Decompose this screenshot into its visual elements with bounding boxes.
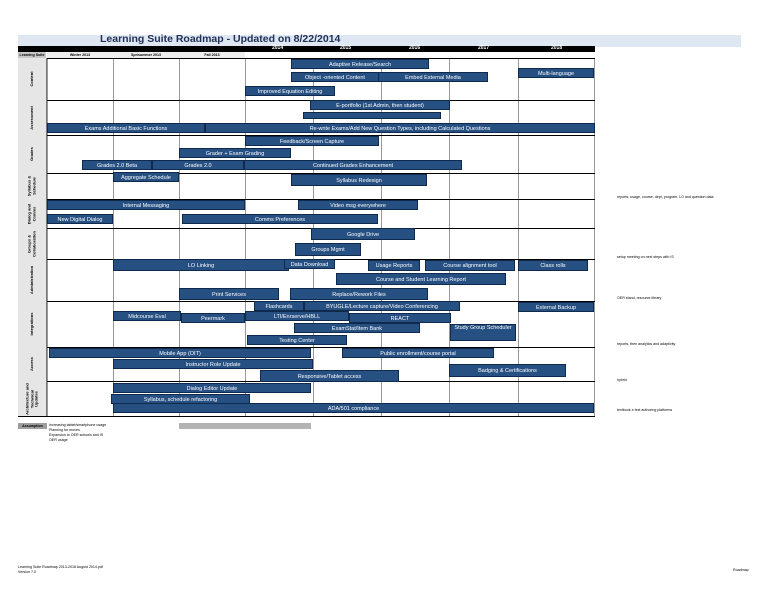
roadmap-bar: Mobile App (OIT) xyxy=(49,348,311,358)
roadmap-bar: Multi-language xyxy=(518,68,594,78)
roadmap-bar: Adaptive Release/Search xyxy=(291,59,429,69)
year-label: 2016 xyxy=(409,45,421,51)
roadmap-bar: Flashcards xyxy=(254,301,304,311)
year-label: 2017 xyxy=(478,45,490,51)
assumption-item: OER usage xyxy=(49,438,68,442)
category-groups-collaboration: Groups & Collaboration xyxy=(18,228,47,259)
year-label: 2015 xyxy=(340,45,352,51)
roadmap-bar: Object -oriented Content xyxy=(291,72,379,82)
roadmap-bar: LTI/Enrserve/HBLL xyxy=(245,311,349,321)
year-label: 2014 xyxy=(272,45,284,51)
roadmap-bar: Replace/Rework Files xyxy=(290,288,428,300)
roadmap-bar-blank xyxy=(303,112,441,119)
roadmap-bar: Instructor Role Update xyxy=(113,359,313,369)
assumption-item: Planning for moves xyxy=(49,428,80,432)
category-syllabus-schedule: Syllabus & Schedule xyxy=(18,173,47,199)
side-note: reports: usage, course, dept, program, LO and question data xyxy=(617,195,714,199)
subheader-winter: Winter 2013 xyxy=(47,52,113,58)
category-content: Content xyxy=(18,58,47,100)
roadmap-bar: Video msg everywhere xyxy=(298,200,418,210)
subheader-learning-suite: Learning Suite xyxy=(19,53,45,57)
category-dialog-comms: Dialog and Comms xyxy=(18,199,47,228)
side-note: hybrid xyxy=(617,378,627,382)
roadmap-bar: Responsive/Tablet access xyxy=(260,370,399,382)
roadmap-bar: Grades 2.0 Beta xyxy=(82,160,152,170)
footer-page-label: Roadmap xyxy=(733,568,749,572)
subheader-summer: Spr/summer 2013 xyxy=(113,52,179,58)
roadmap-bar: Exams Additional Basic Functions xyxy=(47,123,205,133)
roadmap-bar: Internal Messaging xyxy=(47,200,245,210)
roadmap-bar: Continued Grades Enhancement xyxy=(244,160,462,170)
side-note: textbook e text authoring platforms xyxy=(617,408,673,412)
roadmap-bar: Course alignment tool xyxy=(425,260,515,271)
side-note: OER stand, resource library xyxy=(617,296,662,300)
roadmap-bar: Improved Equation Editing xyxy=(245,86,335,96)
roadmap-bar: Dialog Editor Update xyxy=(113,383,311,393)
roadmap-bar: Data Download xyxy=(284,259,335,269)
roadmap-bar: Embed External Media xyxy=(378,72,488,82)
roadmap-bar: Testing Center xyxy=(247,335,347,345)
category-integrations: Integrations xyxy=(18,301,47,347)
footer-version: Version 7.0 xyxy=(18,570,36,574)
roadmap-bar: Public enrollment/course portal xyxy=(342,348,494,358)
year-label: 2018 xyxy=(551,45,563,51)
roadmap-bar: ADA/501 compliance xyxy=(113,403,594,413)
roadmap-bar: Midcourse Eval xyxy=(113,311,181,321)
roadmap-bar: REACT xyxy=(349,313,451,323)
roadmap-bar: BYUGLE/Lecture capture/Video Conferencing xyxy=(304,301,460,311)
page-title: Learning Suite Roadmap - Updated on 8/22/2014 xyxy=(100,33,341,45)
roadmap-bar: Syllabus, schedule refactoring xyxy=(111,394,250,404)
category-grades: Grades xyxy=(18,135,47,173)
roadmap-bar: Course and Student Learning Report xyxy=(336,273,506,285)
side-note: setup meeting on next steps with IS xyxy=(617,255,674,259)
category-administration: Administration xyxy=(18,259,47,301)
assumption-label: Assumption xyxy=(18,423,47,429)
roadmap-bar: Re-write Exams/Add New Question Types, including Calculated Questions xyxy=(205,123,595,133)
roadmap-bar: E-portfolio (1st Admin, then student) xyxy=(310,100,450,110)
footer-filename: Learning Suite Roadmap 2013-2018 August 2014.pdf xyxy=(18,565,103,569)
roadmap-bar: Grader + Exam Grading xyxy=(179,148,291,158)
category-assessment: Assessment xyxy=(18,100,47,135)
roadmap-bar: LO Linking xyxy=(113,259,289,271)
roadmap-bar: Comms Preferences xyxy=(182,214,378,224)
roadmap-bar: Syllabus Redesign xyxy=(291,174,427,186)
roadmap-bar: External Backup xyxy=(518,302,594,312)
assumption-item: Increasing tablet/smartphone usage xyxy=(49,423,107,427)
roadmap-bar: Badging & Certifications xyxy=(449,364,566,377)
roadmap-bar: ExamStat/Item Bank xyxy=(294,323,420,333)
category-architecture-technical: Architecture and Technical Updates xyxy=(18,381,47,416)
roadmap-bar: Peermark xyxy=(181,313,245,323)
roadmap-bar: New Digital Dialog xyxy=(47,214,113,224)
roadmap-bar: Usage Reports xyxy=(368,260,420,271)
roadmap-bar: Print Services xyxy=(179,288,279,300)
grey-legend-bar xyxy=(179,423,311,429)
subheader-fall: Fall 2013 xyxy=(179,52,245,58)
roadmap-bar: Aggregate Schedule xyxy=(113,172,179,182)
roadmap-bar: Google Drive xyxy=(311,228,415,240)
category-access: Access xyxy=(18,347,47,381)
side-note: reports, then analytics and adaptivity xyxy=(617,342,676,346)
roadmap-bar: Grades 2.0 xyxy=(152,160,244,170)
roadmap-bar: Feedback/Screen Capture xyxy=(245,136,379,146)
roadmap-bar: Groups Mgmt xyxy=(295,243,361,256)
roadmap-bar: Study Group Scheduler xyxy=(450,324,516,341)
roadmap-bar: Class rolls xyxy=(518,260,588,271)
assumption-item: Expansion to OER schools and IS xyxy=(49,433,104,437)
